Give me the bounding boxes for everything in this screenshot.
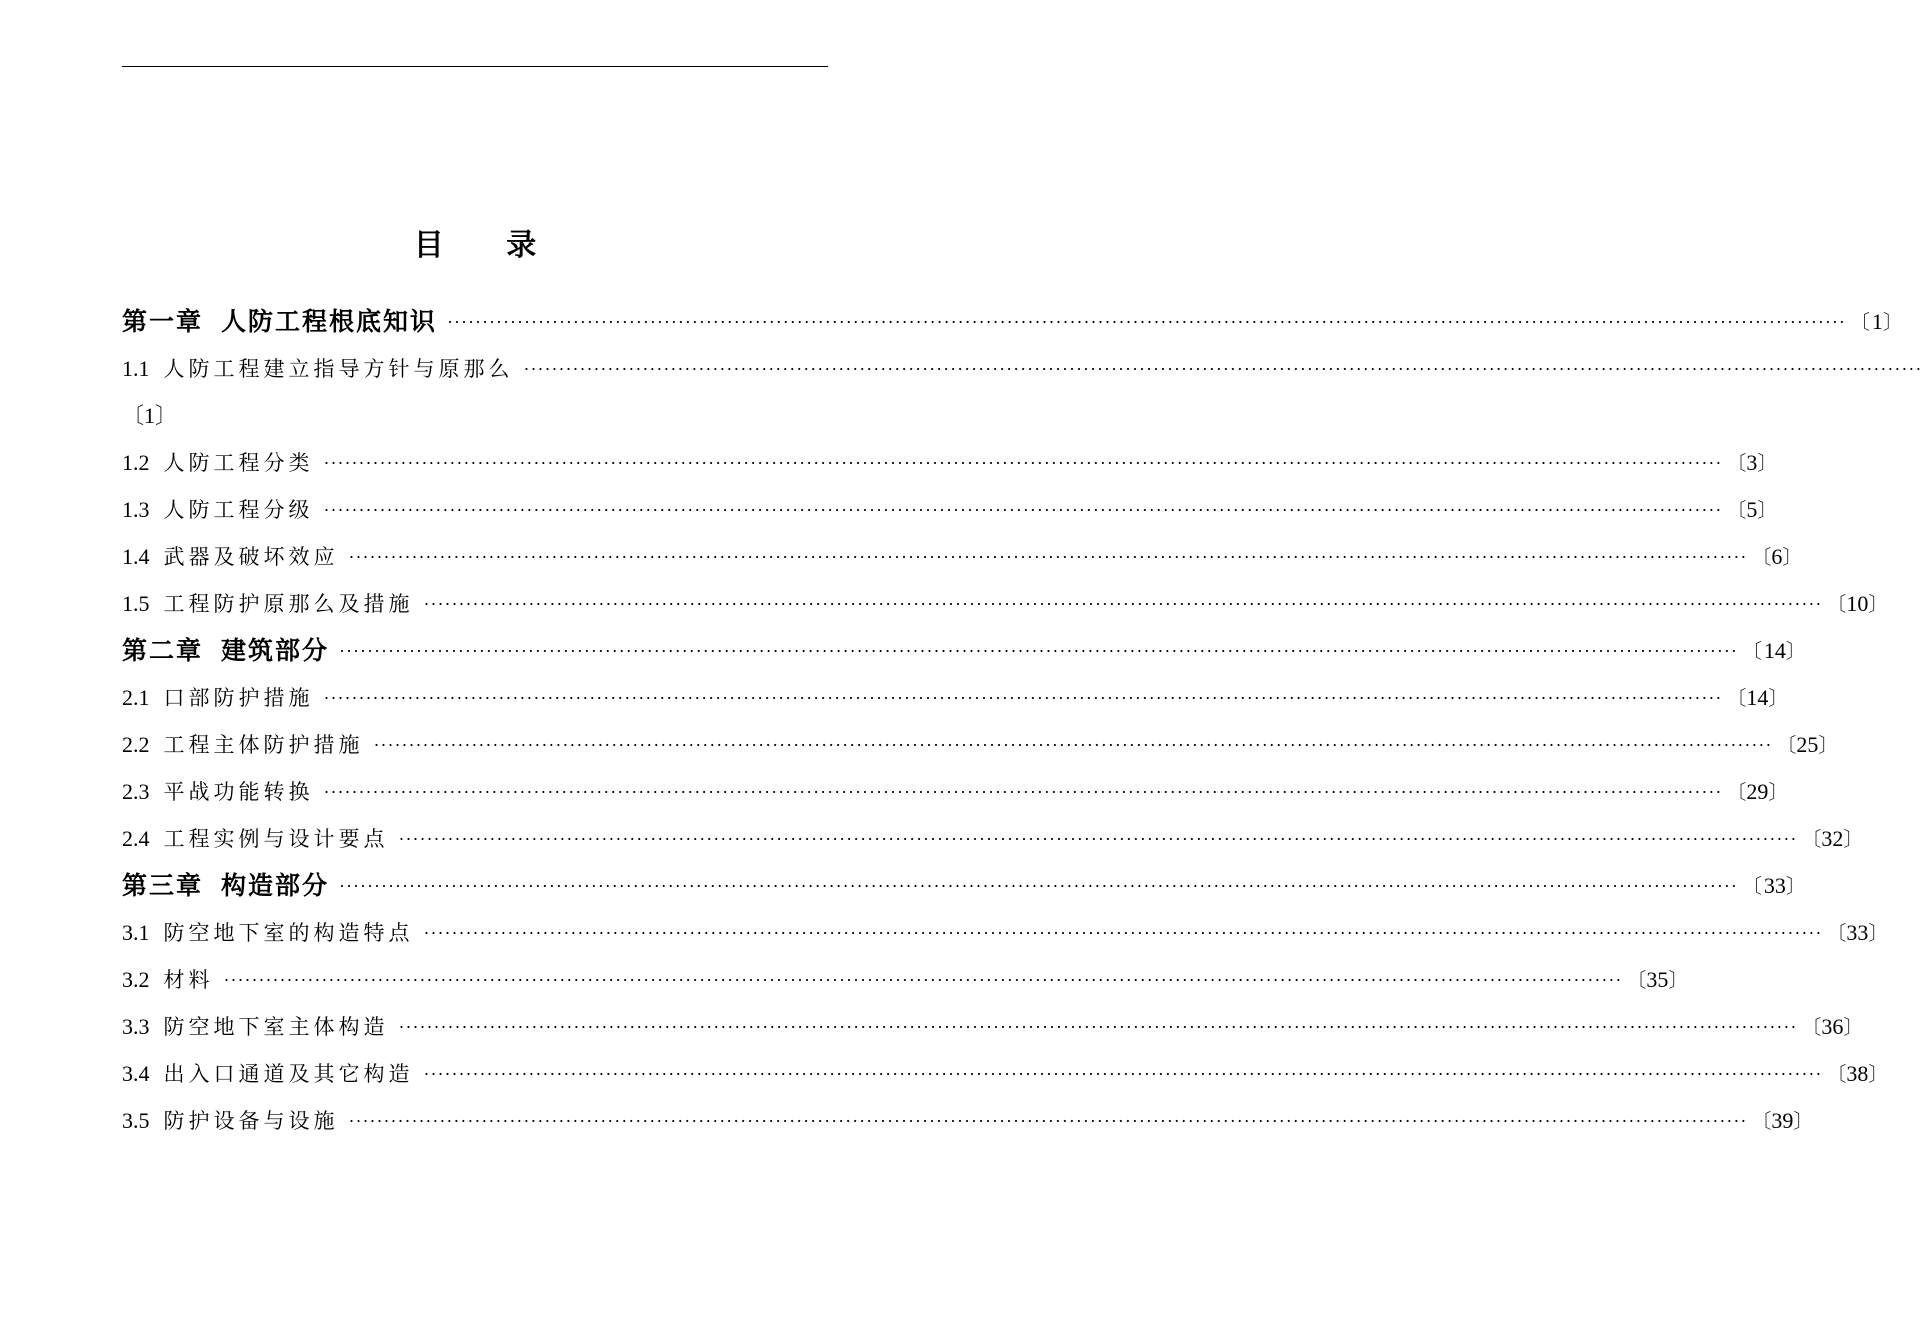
toc-entry-title: 构造部分 — [221, 871, 330, 900]
toc-section-entry[interactable] — [122, 728, 1839, 762]
toc-chapter-entry[interactable] — [122, 305, 1905, 339]
toc-entry-title: 人防工程建立指导方针与原那么 — [163, 357, 514, 381]
toc-dot-leader: ········································································································································································································ — [323, 688, 1723, 708]
toc-section-entry[interactable] — [122, 681, 1789, 715]
toc-bracket-close: 〕 — [155, 403, 178, 428]
toc-page-number: 5 — [1746, 497, 1758, 522]
toc-bracket-open: 〔 — [1726, 451, 1747, 475]
header-rule — [122, 66, 828, 67]
toc-page-number: 33 — [1763, 873, 1786, 898]
toc-heading: 目 录 — [413, 228, 563, 263]
toc-page-number: 38 — [1846, 1061, 1869, 1086]
toc-section-entry[interactable] — [122, 916, 1889, 950]
toc-entry-title: 人防工程分级 — [163, 498, 314, 522]
toc-entry-title: 建筑部分 — [221, 636, 330, 665]
toc-entry-title: 工程主体防护措施 — [163, 733, 364, 757]
toc-page-number: 6 — [1771, 544, 1783, 569]
toc-bracket-open: 〔 — [1751, 545, 1772, 569]
toc-bracket-close: 〕 — [1782, 545, 1803, 569]
toc-section-number: 3.2 — [122, 967, 150, 992]
toc-section-entry[interactable] — [122, 1104, 1814, 1138]
toc-bracket-open: 〔 — [1626, 968, 1647, 992]
toc-section-number: 2.1 — [122, 685, 150, 710]
toc-bracket-open: 〔 — [1776, 733, 1797, 757]
toc-dot-leader: ········································································································································································································ — [348, 547, 1748, 567]
toc-entry-title: 工程实例与设计要点 — [163, 827, 389, 851]
toc-bracket-close: 〕 — [1768, 686, 1789, 710]
toc-section-number: 3.4 — [122, 1061, 150, 1086]
toc-entry-title: 人防工程根底知识 — [221, 307, 438, 336]
toc-section-entry[interactable] — [122, 775, 1789, 809]
toc-entry-title: 武器及破坏效应 — [163, 545, 339, 569]
toc-entry-title: 防空地下室主体构造 — [163, 1015, 389, 1039]
toc-bracket-open: 〔 — [1741, 874, 1764, 898]
toc-dot-leader: ········································································································································································································ — [423, 923, 1823, 943]
toc-wrapped-page-ref — [122, 399, 177, 433]
toc-section-number: 1.4 — [122, 544, 150, 569]
toc-section-number: 3.5 — [122, 1108, 150, 1133]
toc-dot-leader: ········································································································································································································ — [348, 1111, 1748, 1131]
toc-page-number: 36 — [1821, 1014, 1844, 1039]
toc-dot-leader: ········································································································································································································ — [323, 782, 1723, 802]
toc-entry-title: 防护设备与设施 — [163, 1109, 339, 1133]
toc-page-number: 10 — [1846, 591, 1869, 616]
toc-section-entry[interactable] — [122, 822, 1864, 856]
toc-page-number: 25 — [1796, 732, 1819, 757]
toc-bracket-open: 〔 — [1726, 780, 1747, 804]
toc-entry-title: 人防工程分类 — [163, 451, 314, 475]
toc-entry-title: 工程防护原那么及措施 — [163, 592, 414, 616]
toc-section-number: 1.2 — [122, 450, 150, 475]
toc-bracket-open: 〔 — [1726, 498, 1747, 522]
toc-entry-title: 出入口通道及其它构造 — [163, 1062, 414, 1086]
toc-dot-leader: ········································································································································································································ — [523, 359, 1922, 379]
toc-chapter-number: 第二章 — [122, 636, 204, 665]
toc-bracket-close: 〕 — [1785, 874, 1808, 898]
toc-chapter-entry[interactable] — [122, 869, 1808, 903]
toc-section-number: 2.4 — [122, 826, 150, 851]
toc-page-number: 14 — [1746, 685, 1769, 710]
toc-bracket-close: 〕 — [1868, 921, 1889, 945]
toc-bracket-open: 〔 — [1801, 827, 1822, 851]
toc-page-number: 29 — [1746, 779, 1769, 804]
toc-section-entry[interactable] — [122, 963, 1689, 997]
toc-dot-leader: ········································································································································································································ — [323, 453, 1723, 473]
toc-page-number: 14 — [1763, 638, 1786, 663]
toc-bracket-close: 〕 — [1843, 827, 1864, 851]
toc-dot-leader: ········································································································································································································ — [423, 1064, 1823, 1084]
toc-bracket-open: 〔 — [1741, 639, 1764, 663]
toc-section-number: 2.2 — [122, 732, 150, 757]
toc-page-number: 35 — [1646, 967, 1669, 992]
toc-entry-title: 口部防护措施 — [163, 686, 314, 710]
toc-page-number: 3 — [1746, 450, 1758, 475]
toc-section-number: 1.1 — [122, 356, 150, 381]
toc-dot-leader: ········································································································································································································ — [447, 312, 1846, 332]
toc-section-number: 3.3 — [122, 1014, 150, 1039]
toc-page-number: 39 — [1771, 1108, 1794, 1133]
toc-dot-leader: ········································································································································································································ — [223, 970, 1623, 990]
toc-dot-leader: ········································································································································································································ — [373, 735, 1773, 755]
toc-section-number: 3.1 — [122, 920, 150, 945]
toc-bracket-open: 〔 — [1826, 921, 1847, 945]
toc-entry-title: 防空地下室的构造特点 — [163, 921, 414, 945]
toc-bracket-open: 〔 — [1849, 310, 1872, 334]
toc-chapter-number: 第一章 — [122, 307, 204, 336]
toc-dot-leader: ········································································································································································································ — [339, 641, 1738, 661]
toc-bracket-close: 〕 — [1882, 310, 1905, 334]
toc-chapter-number: 第三章 — [122, 871, 204, 900]
toc-bracket-close: 〕 — [1818, 733, 1839, 757]
toc-bracket-open: 〔 — [1826, 592, 1847, 616]
toc-entry-title: 材料 — [163, 968, 214, 992]
toc-section-entry[interactable] — [122, 446, 1778, 480]
toc-bracket-open: 〔 — [1726, 686, 1747, 710]
toc-bracket-open: 〔 — [1801, 1015, 1822, 1039]
toc-dot-leader: ········································································································································································································ — [398, 1017, 1798, 1037]
toc-section-number: 1.3 — [122, 497, 150, 522]
toc-bracket-close: 〕 — [1843, 1015, 1864, 1039]
toc-section-entry[interactable] — [122, 1010, 1864, 1044]
toc-dot-leader: ········································································································································································································ — [423, 594, 1823, 614]
toc-bracket-open: 〔 — [122, 403, 145, 428]
toc-bracket-close: 〕 — [1757, 451, 1778, 475]
toc-section-entry[interactable] — [122, 540, 1803, 574]
toc-dot-leader: ········································································································································································································ — [398, 829, 1798, 849]
toc-section-number: 2.3 — [122, 779, 150, 804]
toc-page-number: 1 — [144, 403, 156, 428]
toc-bracket-close: 〕 — [1768, 780, 1789, 804]
toc-chapter-entry[interactable] — [122, 634, 1808, 668]
toc-section-entry[interactable] — [122, 1057, 1889, 1091]
toc-page-number: 33 — [1846, 920, 1869, 945]
toc-bracket-open: 〔 — [1826, 1062, 1847, 1086]
toc-dot-leader: ········································································································································································································ — [339, 876, 1738, 896]
toc-section-entry[interactable] — [122, 352, 1922, 386]
toc-entry-title: 平战功能转换 — [163, 780, 314, 804]
toc-section-entry[interactable] — [122, 493, 1778, 527]
toc-dot-leader: ········································································································································································································ — [323, 500, 1723, 520]
toc-page-number: 1 — [1871, 309, 1883, 334]
toc-bracket-close: 〕 — [1793, 1109, 1814, 1133]
toc-bracket-close: 〕 — [1868, 592, 1889, 616]
toc-bracket-close: 〕 — [1868, 1062, 1889, 1086]
toc-page-number: 32 — [1821, 826, 1844, 851]
toc-bracket-close: 〕 — [1757, 498, 1778, 522]
toc-bracket-close: 〕 — [1785, 639, 1808, 663]
toc-bracket-open: 〔 — [1751, 1109, 1772, 1133]
toc-section-entry[interactable] — [122, 587, 1889, 621]
toc-bracket-close: 〕 — [1668, 968, 1689, 992]
toc-section-number: 1.5 — [122, 591, 150, 616]
